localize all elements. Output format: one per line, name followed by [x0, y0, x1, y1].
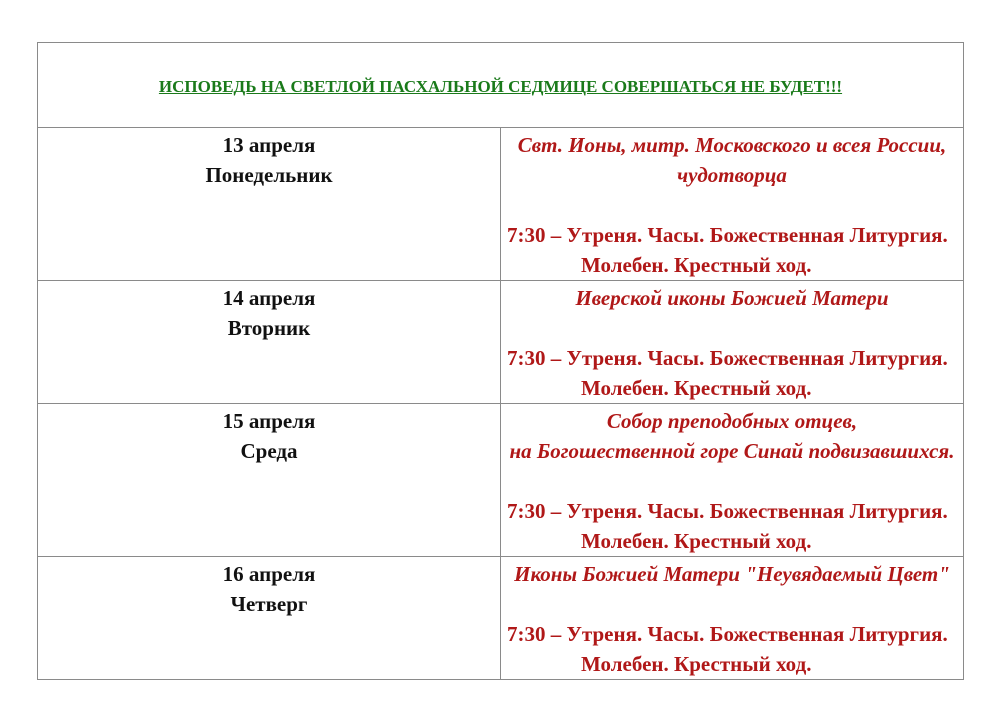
service-moleben-line: Молебен. Крестный ход. — [581, 652, 812, 676]
feast-title: Иверской иконы Божией Матери — [575, 286, 889, 310]
service-moleben-line: Молебен. Крестный ход. — [581, 529, 812, 553]
event-cell — [501, 404, 964, 557]
service-time-line: 7:30 – Утреня. Часы. Божественная Литургия. — [507, 622, 948, 646]
feast-title-line2: на Богошественной горе Синай подвизавшихся. — [509, 439, 955, 463]
service-schedule — [501, 496, 963, 556]
service-time-line: 7:30 – Утреня. Часы. Божественная Литургия. — [507, 499, 948, 523]
day-row — [38, 557, 964, 680]
confession-notice: ИСПОВЕДЬ НА СВЕТЛОЙ ПАСХАЛЬНОЙ СЕДМИЦЕ СОВЕРШАТЬСЯ НЕ БУДЕТ!!! — [158, 77, 843, 96]
event-cell — [501, 281, 964, 404]
schedule-table — [37, 42, 964, 680]
day-date: 16 апреля — [222, 562, 316, 586]
day-weekday: Понедельник — [205, 163, 333, 187]
date-cell — [38, 128, 501, 281]
day-row — [38, 128, 964, 281]
day-row — [38, 404, 964, 557]
notice-cell — [38, 43, 964, 128]
event-cell — [501, 557, 964, 680]
day-date: 14 апреля — [222, 286, 316, 310]
service-schedule — [501, 343, 963, 403]
date-cell — [38, 281, 501, 404]
date-cell — [38, 557, 501, 680]
day-weekday: Четверг — [230, 592, 308, 616]
day-date: 13 апреля — [222, 133, 316, 157]
feast-title: Собор преподобных отцев, — [606, 409, 858, 433]
notice-row — [38, 43, 964, 128]
day-weekday: Вторник — [227, 316, 311, 340]
service-schedule — [501, 220, 963, 280]
service-moleben-line: Молебен. Крестный ход. — [581, 376, 812, 400]
service-time-line: 7:30 – Утреня. Часы. Божественная Литургия. — [507, 346, 948, 370]
feast-title: Иконы Божией Матери "Неувядаемый Цвет" — [514, 562, 950, 586]
day-date: 15 апреля — [222, 409, 316, 433]
feast-title: Свт. Ионы, митр. Московского и всея России, чудотворца — [517, 133, 947, 187]
service-schedule — [501, 619, 963, 679]
event-cell — [501, 128, 964, 281]
service-time-line: 7:30 – Утреня. Часы. Божественная Литургия. — [507, 223, 948, 247]
service-moleben-line: Молебен. Крестный ход. — [581, 253, 812, 277]
date-cell — [38, 404, 501, 557]
day-weekday: Среда — [240, 439, 298, 463]
day-row — [38, 281, 964, 404]
